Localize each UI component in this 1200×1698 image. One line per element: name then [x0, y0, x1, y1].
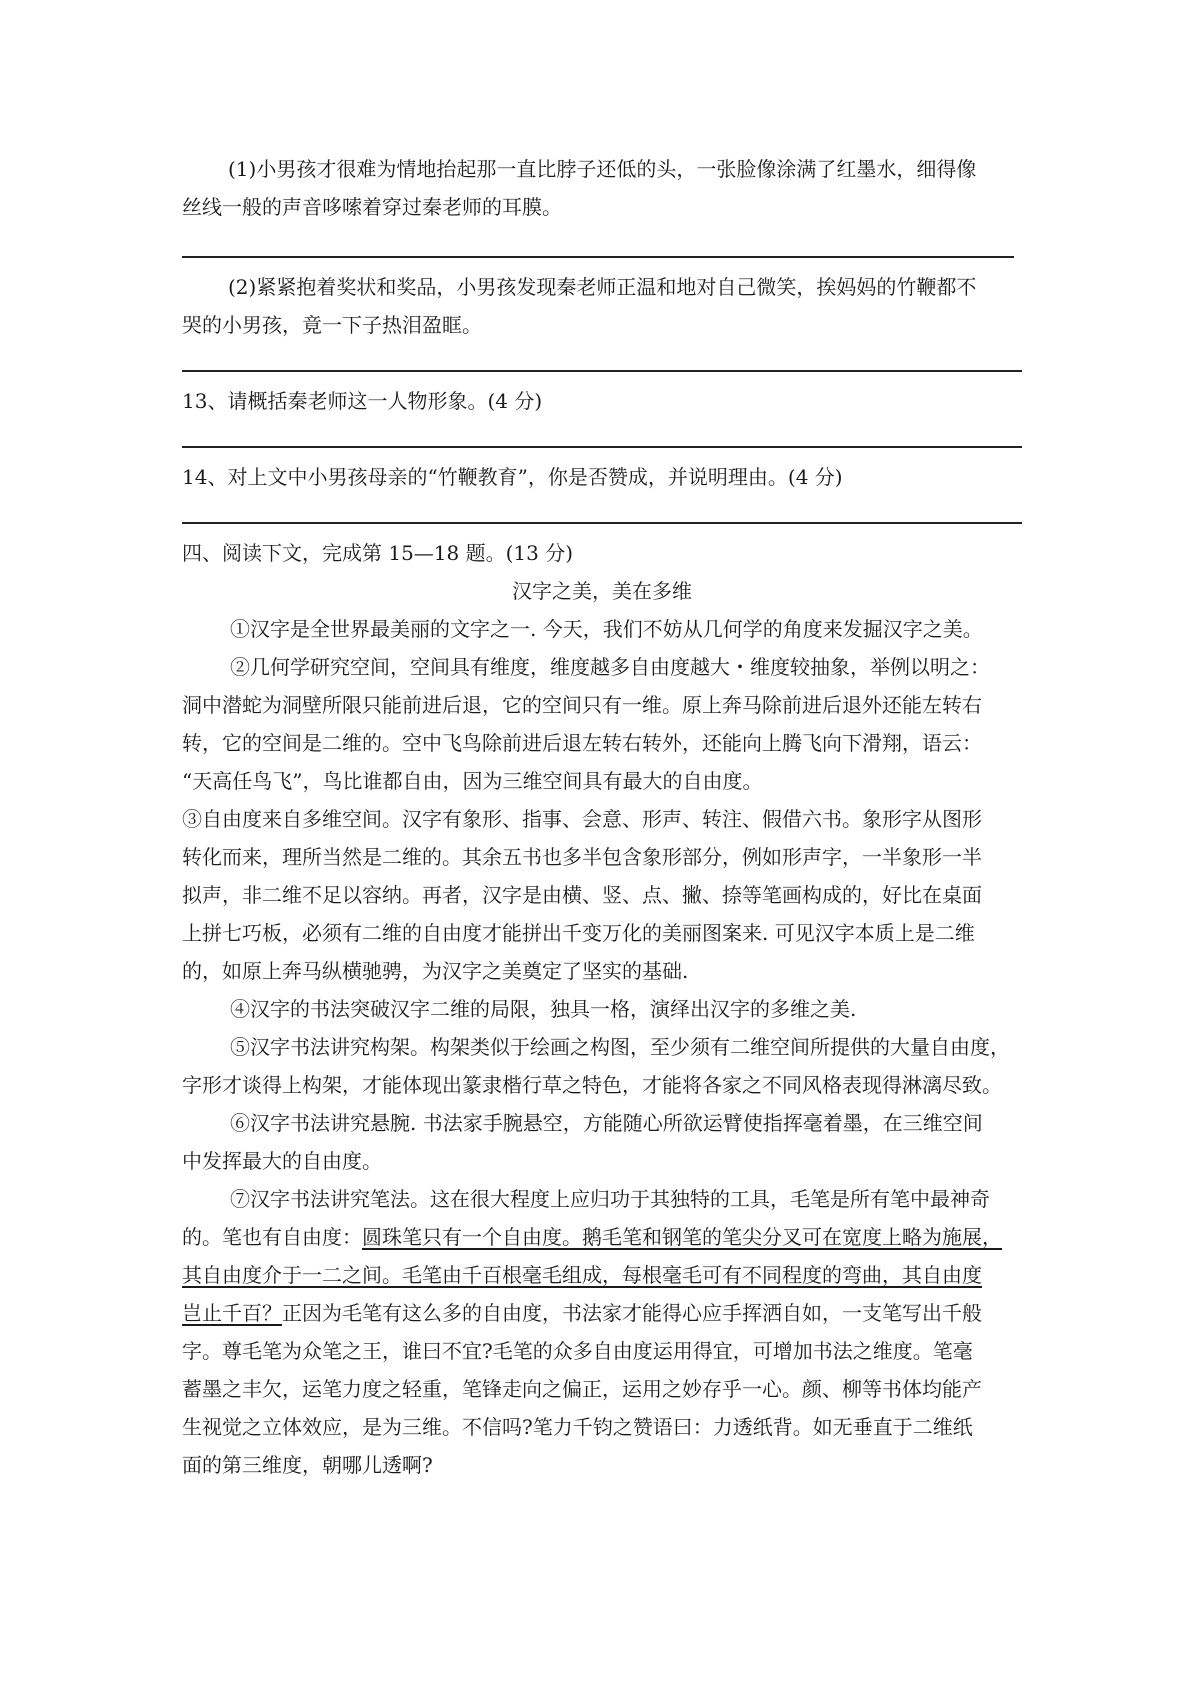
paragraph-7-line: 生视觉之立体效应，是为三维。不信吗?笔力千钧之赞语曰：力透纸背。如无垂直于二维纸: [182, 1415, 973, 1439]
paragraph-7-underlined-line: 其自由度介于一二之间。毛笔由千百根毫毛组成，每根毫毛可有不同程度的弯曲，其自由度: [182, 1263, 982, 1287]
article-title: 汉字之美，美在多维: [512, 579, 692, 603]
paragraph-7-line: 面的第三维度，朝哪儿透啊?: [182, 1453, 433, 1477]
paragraph-6-line: 中发挥最大的自由度。: [182, 1149, 382, 1173]
underlined-text: 岂止千百？: [182, 1301, 282, 1325]
paragraph-1: ①汉字是全世界最美丽的文字之一. 今天，我们不妨从几何学的角度来发掘汉字之美。: [230, 617, 983, 641]
answer-line-1[interactable]: [182, 256, 1014, 258]
paragraph-7-text: 正因为毛笔有这么多的自由度，书法家才能得心应手挥洒自如，一支笔写出千般: [282, 1301, 982, 1325]
paragraph-7-text: 的。笔也有自由度：: [182, 1225, 362, 1249]
paragraph-5-line: ⑤汉字书法讲究构架。构架类似于绘画之构图，至少须有二维空间所提供的大量自由度，: [230, 1035, 1010, 1059]
paragraph-3-line: 上拼七巧板，必须有二维的自由度才能拼出千变万化的美丽图案来. 可见汉字本质上是二维: [182, 921, 975, 945]
paragraph-7-line: 字。尊毛笔为众笔之王，谁曰不宜?毛笔的众多自由度运用得宜，可增加书法之维度。笔毫: [182, 1339, 973, 1363]
paragraph-2-line: 转，它的空间是二维的。空中飞鸟除前进后退左转右转外，还能向上腾飞向下滑翔，语云：: [182, 731, 982, 755]
exam-page: [182, 130, 1022, 1484]
paragraph-3-line: 拟声，非二维不足以容纳。再者，汉字是由横、竖、点、撇、捺等笔画构成的，好比在桌面: [182, 883, 982, 907]
paragraph-6-line: ⑥汉字书法讲究悬腕. 书法家手腕悬空，方能随心所欲运臂使指挥毫着墨，在三维空间: [230, 1111, 983, 1135]
answer-line-4[interactable]: [182, 522, 1022, 524]
paragraph-7-line: 蓄墨之丰欠，运笔力度之轻重，笔锋走向之偏正，运用之妙存乎一心。颜、柳等书体均能产: [182, 1377, 982, 1401]
paragraph-5-line: 字形才谈得上构架，才能体现出篆隶楷行草之特色，才能将各家之不同风格表现得淋漓尽致。: [182, 1073, 1002, 1097]
paragraph-2-line: ②几何学研究空间，空间具有维度，维度越多自由度越大・维度较抽象，举例以明之：: [230, 655, 990, 679]
paragraph-4: ④汉字的书法突破汉字二维的局限，独具一格，演绎出汉字的多维之美.: [230, 997, 857, 1021]
paragraph-7-line: [182, 1294, 1022, 1332]
question-13: 13、请概括秦老师这一人物形象。(4 分): [182, 389, 543, 413]
paragraph-2-line: 洞中潜蛇为洞壁所限只能前进后退，它的空间只有一维。原上奔马除前进后退外还能左转右: [182, 693, 982, 717]
q12-sentence-1-line-1: (1)小男孩才很难为情地抬起那一直比脖子还低的头，一张脸像涂满了红墨水，细得像: [228, 157, 977, 181]
paragraph-3-line: 的，如原上奔马纵横驰骋，为汉字之美奠定了坚实的基础.: [182, 959, 689, 983]
q12-sentence-2-line-1: (2)紧紧抱着奖状和奖品，小男孩发现秦老师正温和地对自己微笑，挨妈妈的竹鞭都不: [228, 275, 977, 299]
paragraph-2-line: “天高任鸟飞”，鸟比谁都自由，因为三维空间具有最大的自由度。: [182, 769, 763, 793]
q12-sentence-2-line-2: 哭的小男孩，竟一下子热泪盈眶。: [182, 313, 482, 337]
section-4-heading: 四、阅读下文，完成第 15—18 题。(13 分): [182, 541, 574, 565]
paragraph-7-line: [182, 1218, 1022, 1256]
paragraph-7-line: ⑦汉字书法讲究笔法。这在很大程度上应归功于其独特的工具，毛笔是所有笔中最神奇: [230, 1187, 990, 1211]
underlined-text: 圆珠笔只有一个自由度。鹅毛笔和钢笔的笔尖分叉可在宽度上略为施展，: [362, 1225, 1002, 1249]
answer-line-3[interactable]: [182, 446, 1022, 448]
paragraph-3-line: 转化而来，理所当然是二维的。其余五书也多半包含象形部分，例如形声字，一半象形一半: [182, 845, 982, 869]
paragraph-3-line: ③自由度来自多维空间。汉字有象形、指事、会意、形声、转注、假借六书。象形字从图形: [182, 807, 982, 831]
question-14: 14、对上文中小男孩母亲的“竹鞭教育”，你是否赞成，并说明理由。(4 分): [182, 465, 843, 489]
answer-line-2[interactable]: [182, 370, 1022, 372]
q12-sentence-1-line-2: 丝线一般的声音哆嗦着穿过秦老师的耳膜。: [182, 195, 562, 219]
